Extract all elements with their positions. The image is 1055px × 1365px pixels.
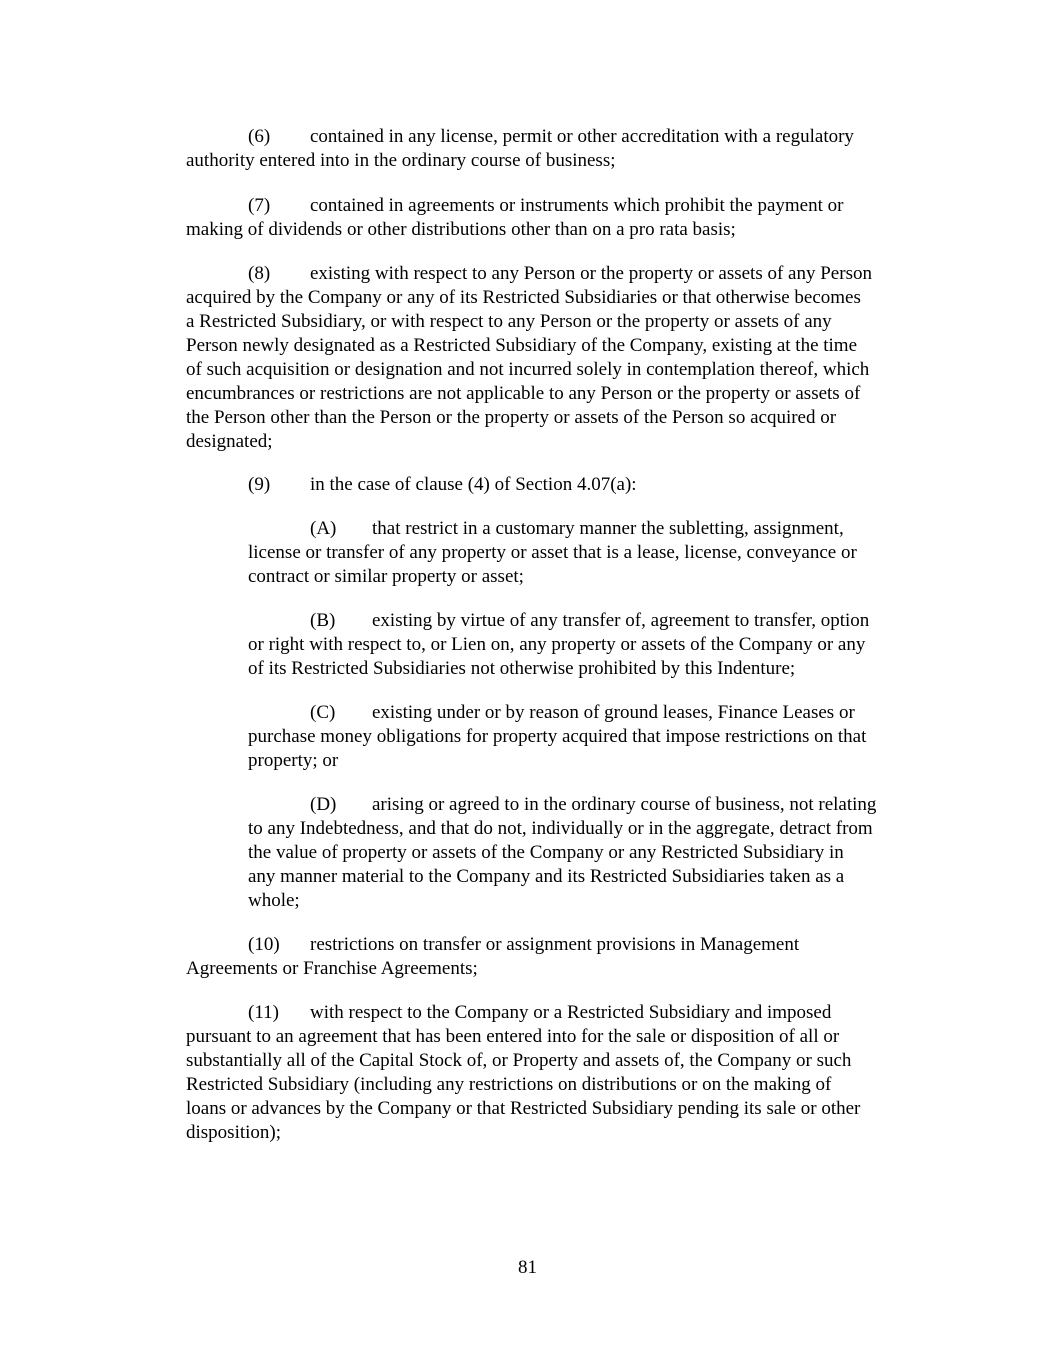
- clause-11: [186, 1001, 860, 1145]
- clause-text-line: contract or similar property or asset;: [248, 566, 524, 587]
- clause-7: [186, 194, 843, 242]
- clause-text-line: existing under or by reason of ground leases, Finance Leases or: [372, 702, 855, 723]
- clause-text-line: disposition);: [186, 1122, 282, 1143]
- clause-number: (C): [310, 702, 336, 723]
- clause-text-line: acquired by the Company or any of its Restricted Subsidiaries or that otherwise becomes: [186, 287, 861, 308]
- clause-text-line: contained in any license, permit or other accreditation with a regulatory: [310, 126, 854, 147]
- clause-text-line: property; or: [248, 750, 339, 771]
- clause-text-line: a Restricted Subsidiary, or with respect to any Person or the property or assets of any: [186, 311, 832, 332]
- clause-text-line: Restricted Subsidiary (including any restrictions on distributions or on the making of: [186, 1074, 832, 1095]
- clause-text-line: to any Indebtedness, and that do not, individually or in the aggregate, detract from: [248, 818, 873, 839]
- clause-text-line: with respect to the Company or a Restricted Subsidiary and imposed: [310, 1002, 832, 1023]
- clause-9-B: [248, 609, 869, 681]
- clause-text-line: license or transfer of any property or asset that is a lease, license, conveyance or: [248, 542, 857, 563]
- clause-text-line: pursuant to an agreement that has been entered into for the sale or disposition of all or: [186, 1026, 840, 1047]
- page-number: 81: [518, 1257, 537, 1278]
- clause-text-line: existing by virtue of any transfer of, agreement to transfer, option: [372, 610, 870, 631]
- clause-number: (10): [248, 934, 280, 955]
- clause-number: (B): [310, 610, 336, 631]
- clause-text-line: contained in agreements or instruments which prohibit the payment or: [310, 195, 844, 216]
- clause-text-line: purchase money obligations for property acquired that impose restrictions on that: [248, 726, 867, 747]
- clause-10: [186, 933, 799, 981]
- clause-9: [186, 473, 637, 497]
- clause-text-line: that restrict in a customary manner the subletting, assignment,: [372, 518, 844, 539]
- clause-text-line: the Person other than the Person or the property or assets of the Person so acquired or: [186, 407, 837, 428]
- clause-text-line: substantially all of the Capital Stock of, or Property and assets of, the Company or such: [186, 1050, 852, 1071]
- clause-text-line: restrictions on transfer or assignment provisions in Management: [310, 934, 800, 955]
- clause-text-line: encumbrances or restrictions are not applicable to any Person or the property or assets of: [186, 383, 861, 404]
- clause-number: (7): [248, 195, 271, 216]
- clause-text-line: any manner material to the Company and its Restricted Subsidiaries taken as a: [248, 866, 845, 887]
- clause-text-line: arising or agreed to in the ordinary course of business, not relating: [372, 794, 877, 815]
- clause-text-line: of its Restricted Subsidiaries not otherwise prohibited by this Indenture;: [248, 658, 796, 679]
- clause-9-A: [248, 517, 857, 589]
- clause-text-line: existing with respect to any Person or the property or assets of any Person: [310, 263, 872, 284]
- clause-text-line: making of dividends or other distributions other than on a pro rata basis;: [186, 219, 736, 240]
- clause-number: (8): [248, 263, 271, 284]
- clause-9-C: [248, 701, 866, 773]
- clause-number: (6): [248, 126, 271, 147]
- clause-text-line: Person newly designated as a Restricted Subsidiary of the Company, existing at the time: [186, 335, 858, 356]
- clause-text-line: Agreements or Franchise Agreements;: [186, 958, 478, 979]
- clause-number: (11): [248, 1002, 279, 1023]
- clause-text-line: of such acquisition or designation and not incurred solely in contemplation thereof, which: [186, 359, 870, 380]
- clause-text-line: authority entered into in the ordinary course of business;: [186, 150, 616, 171]
- clause-number: (D): [310, 794, 337, 815]
- clause-text-line: the value of property or assets of the Company or any Restricted Subsidiary in: [248, 842, 844, 863]
- clause-text-line: or right with respect to, or Lien on, any property or assets of the Company or any: [248, 634, 866, 655]
- clause-number: (A): [310, 518, 337, 539]
- clause-6: [186, 125, 854, 173]
- clause-text-line: designated;: [186, 431, 273, 452]
- clause-8: [186, 262, 872, 454]
- clause-text-line: whole;: [248, 890, 300, 911]
- clause-number: (9): [248, 474, 271, 495]
- clause-text-line: loans or advances by the Company or that Restricted Subsidiary pending its sale or other: [186, 1098, 861, 1119]
- clause-text-line: in the case of clause (4) of Section 4.07(a):: [310, 474, 637, 495]
- clause-9-D: [248, 793, 876, 913]
